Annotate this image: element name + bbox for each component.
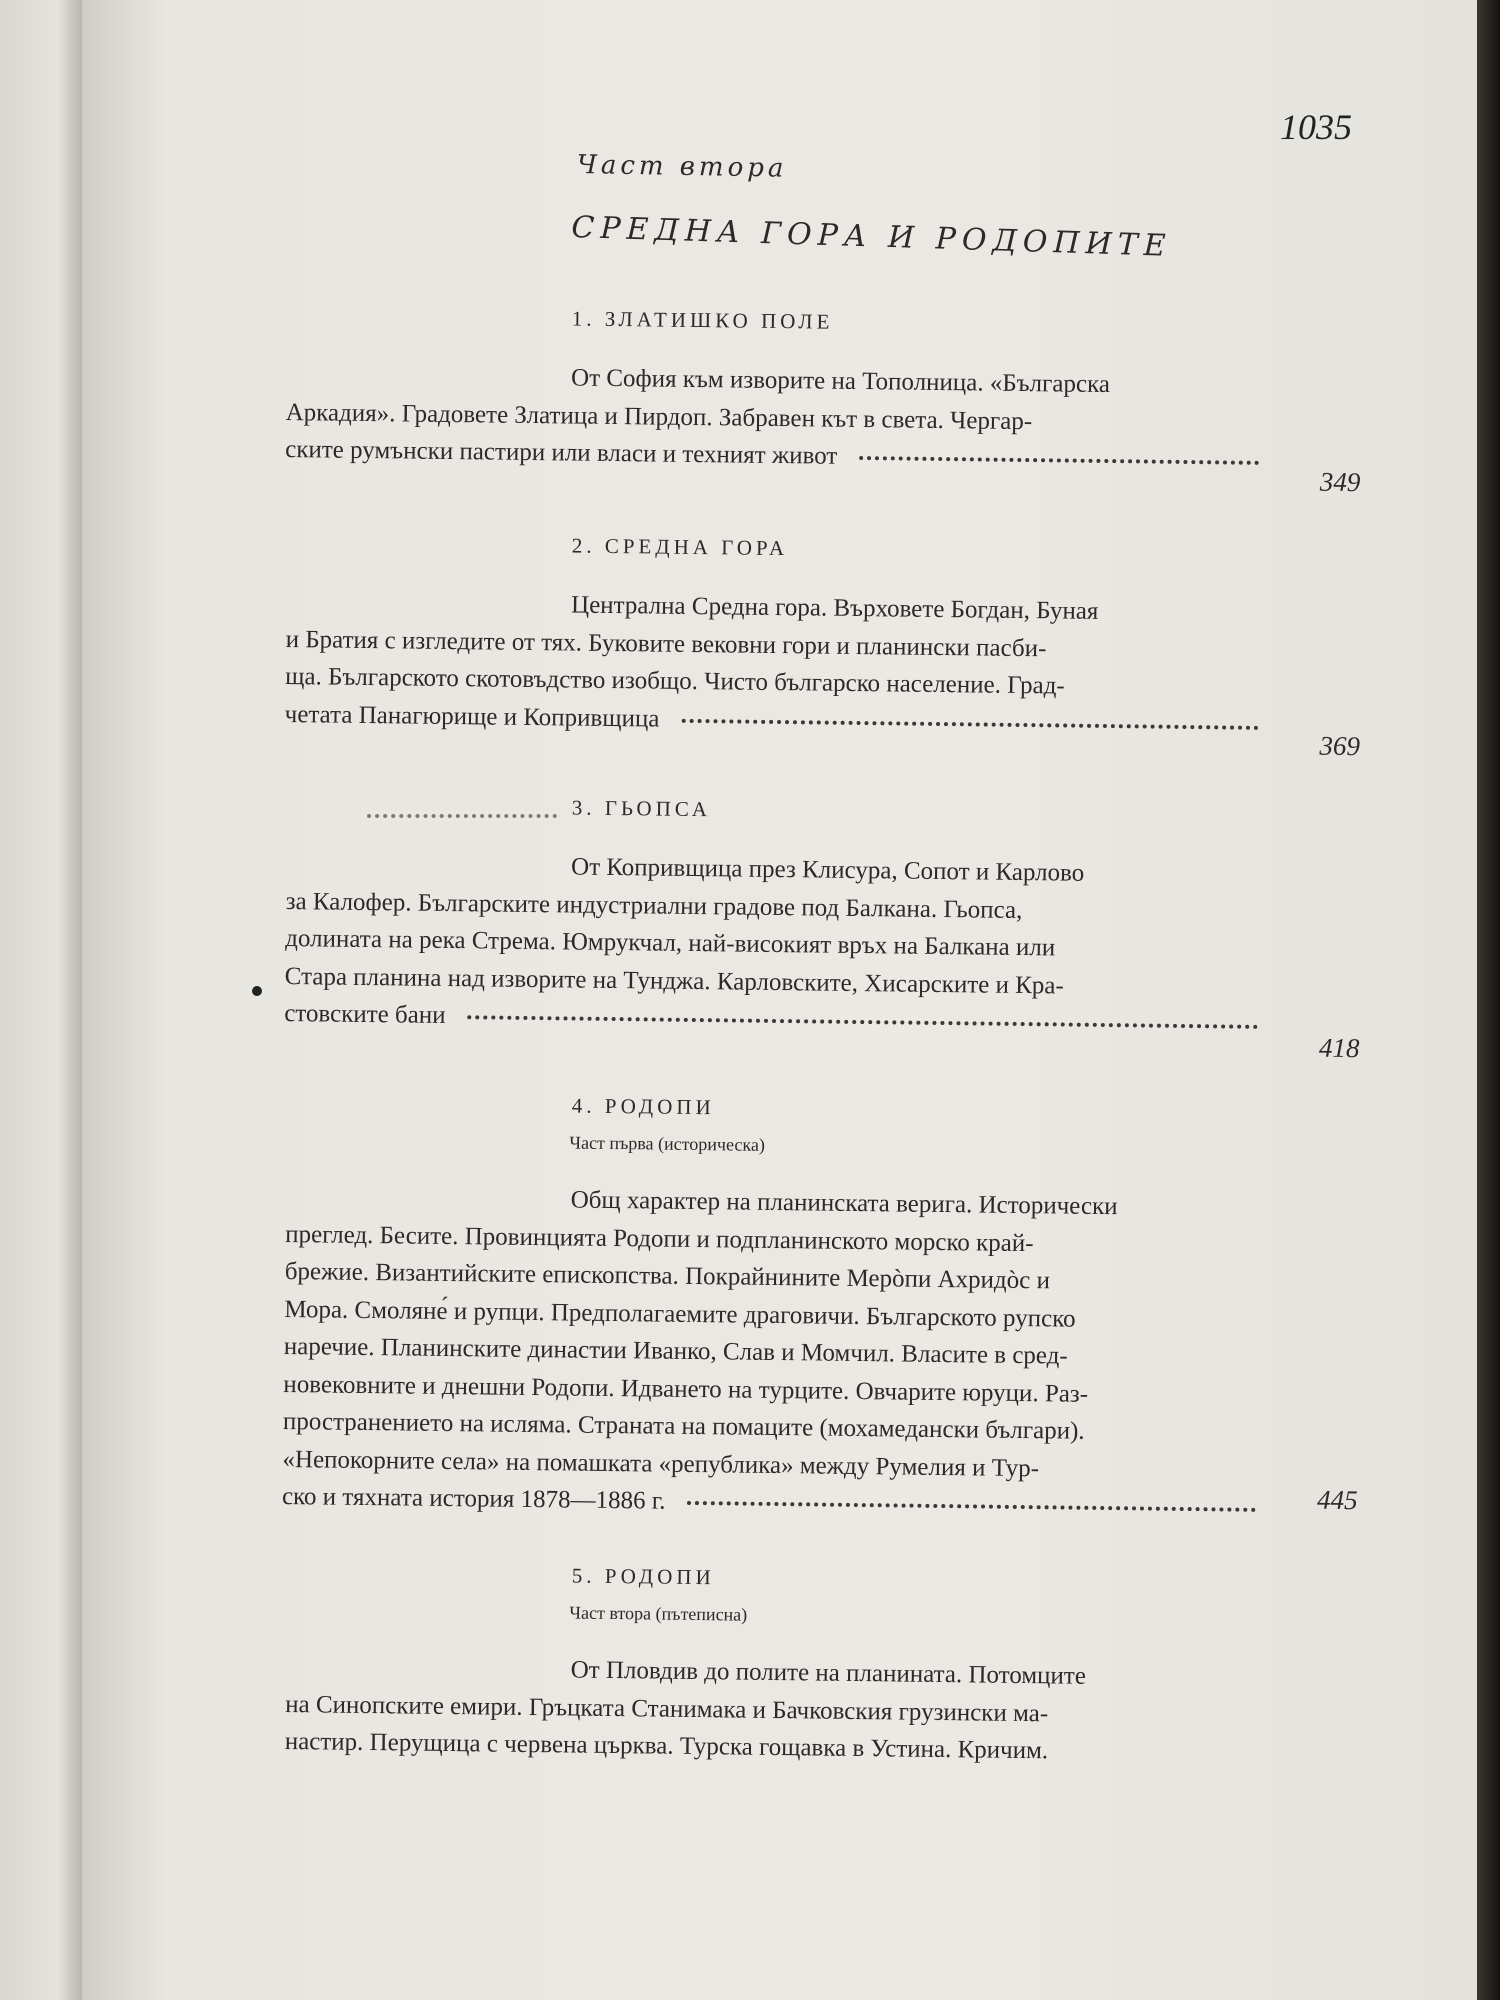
text-line: пространението на исляма. Страната на помаците (мохамедански българи). [282,1407,1085,1445]
text-line: От Пловдив до полите на планината. Потомците [570,1656,1087,1690]
text-line: ско и тяхната история 1878—1886 г. [281,1482,666,1515]
text-line: Стара планина над изворите на Тунджа. Карловските, Хисарските и Кра- [284,962,1064,1000]
text-line: От Копривщица през Клисура, Сопот и Карлово [570,853,1085,887]
toc-section-2 [284,530,1361,762]
section-heading: 2. СРЕДНА ГОРА [571,533,789,561]
section-heading: 1. ЗЛАТИШКО ПОЛЕ [571,306,834,334]
text-line: стовските бани [284,999,446,1029]
dot-leader [687,1497,1256,1512]
dot-leader [859,452,1259,465]
section-text [282,1178,1276,1528]
text-line: Аркадия». Градовете Златица и Пирдоп. Забравен кът в света. Чергар- [285,398,1033,435]
text-line: настир. Перущица с червена църква. Турска гощавка в Устина. Кричим. [284,1727,1049,1765]
page-reference: 369 [1319,730,1361,762]
book-page [82,0,1477,2000]
text-line: ща. Българското скотовъдство изобщо. Чисто българско население. Град- [285,662,1065,700]
section-text [285,356,1276,481]
text-line: «Непокорните села» на помашката «република» между Румелия и Тур- [282,1445,1040,1482]
text-line: Централна Средна гора. Върховете Богдан, Буная [570,591,1099,625]
text-line: От София към изворите на Тополница. «Българска [570,364,1111,399]
text-line: наречие. Планинските династии Иванко, Слав и Момчил. Власите в сред- [283,1332,1068,1370]
section-subheading: Част първа (историческа) [569,1132,766,1155]
stray-dot-leader [367,810,557,818]
ink-dot [252,986,262,996]
page-reference: 418 [1318,1032,1360,1064]
section-text [285,583,1277,745]
section-heading: 5. РОДОПИ [571,1563,715,1590]
section-text [284,845,1276,1045]
toc-section-4 [281,1090,1358,1528]
section-heading: 3. ГЬОПСА [571,795,712,822]
text-line: на Синопските емири. Гръцката Станимака и Бачковския грузински ма- [285,1690,1049,1727]
text-line: преглед. Бесите. Провинцията Родопи и подпланинското морско край- [285,1220,1034,1257]
page-reference: 349 [1319,466,1361,498]
book-spine-shadow [1477,0,1500,2000]
part-label: Част втора [576,150,788,184]
text-line: новековните и днешни Родопи. Идването на турците. Овчарите юруци. Раз- [283,1370,1089,1408]
toc-section-3 [284,792,1360,1064]
text-line: за Калофер. Българските индустриални градове под Балкана. Гьопса, [285,887,1023,924]
toc-section-5 [285,1560,1287,1773]
adjacent-page-edge [0,0,82,2000]
section-heading: 4. РОДОПИ [571,1093,715,1120]
text-line: четата Панагюрище и Копривщица [284,700,660,733]
section-text [285,1648,1276,1773]
dot-leader [681,714,1258,729]
text-line: брежие. Византийските епископства. Покрайнините Мерòпи Ахридòс и [284,1257,1051,1295]
dot-leader [468,1011,1259,1029]
text-line: и Братия с изгледите от тях. Буковите вековни гори и планински пасби- [285,625,1047,662]
text-line: ските румънски пастири или власи и техният живот [285,435,838,470]
text-line: Общ характер на планинската верига. Исторически [570,1186,1118,1221]
page-number: 1035 [1280,107,1352,147]
text-line: Мора. Смоляне́ и рупци. Предполагаемите драговичи. Българското рупско [284,1295,1076,1333]
section-subheading: Част втора (пътеписна) [569,1602,748,1625]
text-line: долината на река Стрема. Юмрукчал, най-високият връх на Балкана или [285,924,1056,962]
book-title: СРЕДНА ГОРА И РОДОПИТЕ [570,210,1173,264]
toc-section-1 [285,303,1361,498]
page-reference: 445 [1316,1484,1358,1516]
